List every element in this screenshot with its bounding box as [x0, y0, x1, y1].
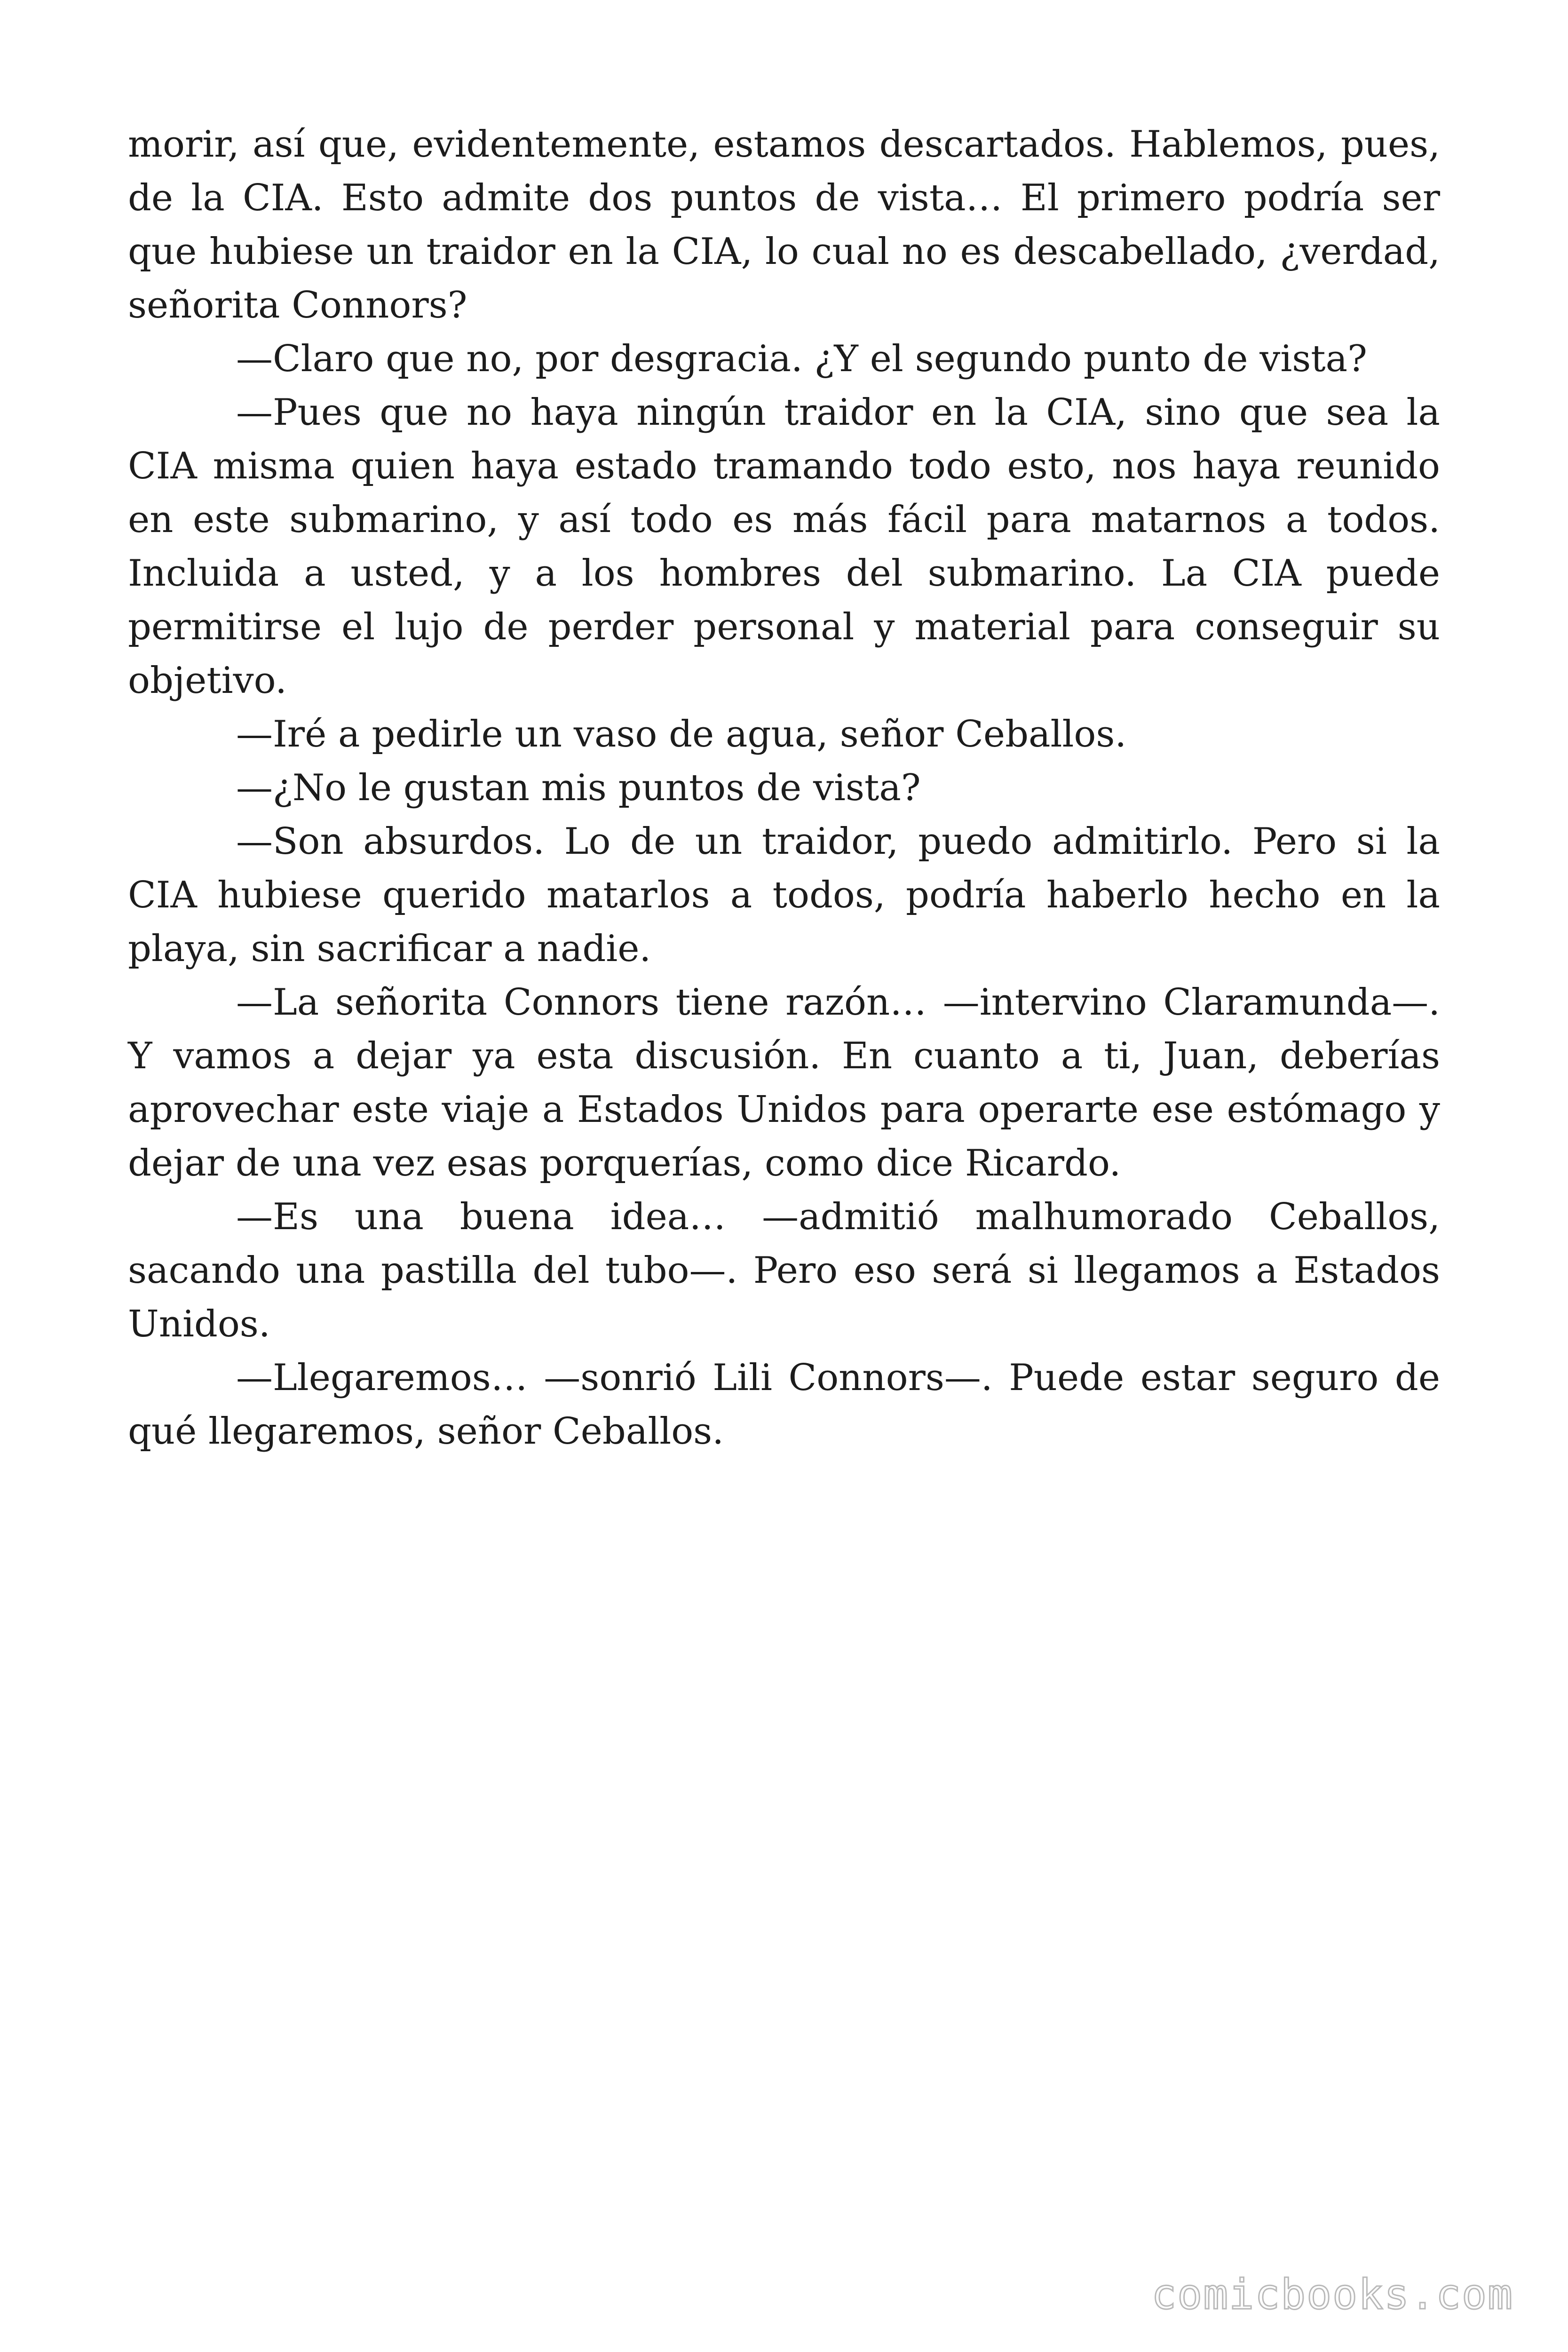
paragraph: —Son absurdos. Lo de un traidor, puedo admitirlo. Pero si la CIA hubiese querido matarlos a todos, podría haberlo hecho en la playa, sin sacrificar a nadie. [128, 820, 1440, 970]
watermark: comicbooks.com [1151, 2270, 1513, 2319]
paragraph: —Es una buena idea… —admitió malhumorado Ceballos, sacando una pastilla del tubo—. Pero eso será si llegamos a Estados Unidos. [128, 1196, 1440, 1345]
paragraph: —Pues que no haya ningún traidor en la CIA, sino que sea la CIA misma quien haya estado tramando todo esto, nos haya reunido en este submarino, y así todo es más fácil para matarnos a todos. Incluida a usted, y a los hombres del submarino. La CIA puede permitirse el lujo de perder personal y material para conseguir su objetivo. [128, 391, 1440, 702]
body-text [128, 118, 1440, 1458]
paragraph: —¿No le gustan mis puntos de vista? [236, 767, 921, 809]
paragraph: —Llegaremos… —sonrió Lili Connors—. Puede estar seguro de qué llegaremos, señor Ceballos. [128, 1357, 1440, 1453]
paragraph: —Claro que no, por desgracia. ¿Y el segundo punto de vista? [236, 338, 1367, 380]
paragraph: —Iré a pedirle un vaso de agua, señor Ceballos. [236, 713, 1127, 755]
paragraph: —La señorita Connors tiene razón… —intervino Claramunda—. Y vamos a dejar ya esta discusión. En cuanto a ti, Juan, deberías aprovechar este viaje a Estados Unidos para operarte ese estómago y dejar de una vez esas porquerías, como dice Ricardo. [128, 981, 1440, 1184]
paragraph: morir, así que, evidentemente, estamos descartados. Hablemos, pues, de la CIA. Esto admite dos puntos de vista… El primero podría ser que hubiese un traidor en la CIA, lo cual no es descabellado, ¿verdad, señorita Connors? [128, 123, 1440, 326]
